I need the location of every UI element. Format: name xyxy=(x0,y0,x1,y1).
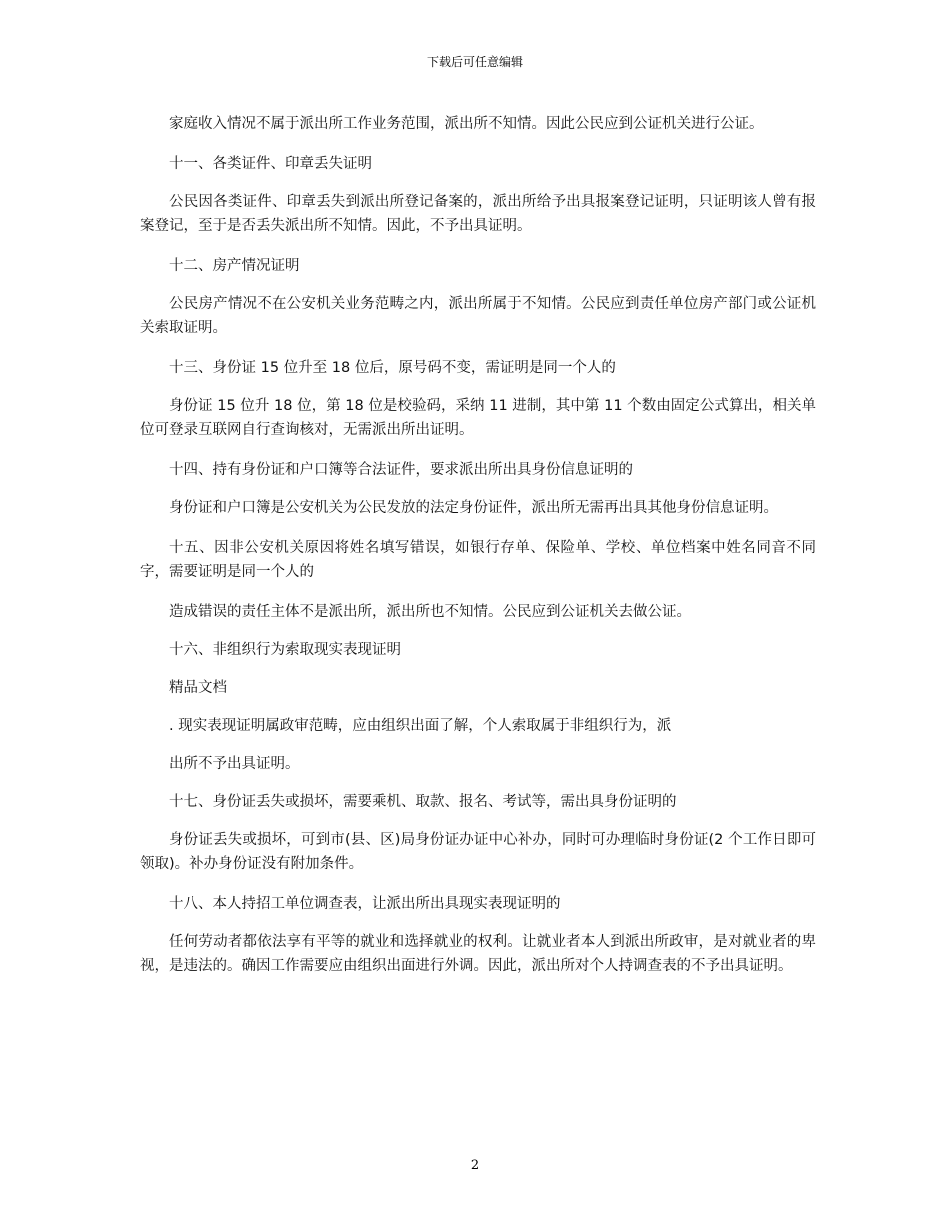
page-number: 2 xyxy=(470,1158,480,1173)
watermark-text: 精品文档 xyxy=(169,680,227,696)
document-body xyxy=(140,112,816,994)
section-heading-18: 十八、本人持招工单位调查表，让派出所出具现实表现证明的 xyxy=(169,896,561,912)
paragraph-performance-answer-part2: 出所不予出具证明。 xyxy=(169,756,300,772)
section-heading-17: 十七、身份证丢失或损坏，需要乘机、取款、报名、考试等，需出具身份证明的 xyxy=(169,794,677,810)
section-heading-13: 十三、身份证 15 位升至 18 位后，原号码不变，需证明是同一个人的 xyxy=(169,360,616,376)
section-heading-12: 十二、房产情况证明 xyxy=(169,258,300,274)
paragraph-id-upgrade-answer: 身份证 15 位升 18 位，第 18 位是校验码，采纳 11 进制，其中第 11 个数由固定公式算出，相关单位可登录互联网自行查询核对，无需派出所出证明。 xyxy=(140,398,816,438)
paragraph-lost-documents-answer: 公民因各类证件、印章丢失到派出所登记备案的，派出所给予出具报案登记证明，只证明该人曾有报案登记，至于是否丢失派出所不知情。因此，不予出具证明。 xyxy=(140,194,816,234)
paragraph-name-error-answer: 造成错误的责任主体不是派出所，派出所也不知情。公民应到公证机关去做公证。 xyxy=(169,604,691,620)
paragraph-identity-info-answer: 身份证和户口簿是公安机关为公民发放的法定身份证件，派出所无需再出具其他身份信息证明。 xyxy=(169,500,778,516)
section-heading-15: 十五、因非公安机关原因将姓名填写错误，如银行存单、保险单、学校、单位档案中姓名同音不同字，需要证明是同一个人的 xyxy=(140,540,816,580)
paragraph-employment-answer: 任何劳动者都依法享有平等的就业和选择就业的权利。让就业者本人到派出所政审，是对就业者的卑视，是违法的。确因工作需要应由组织出面进行外调。因此，派出所对个人持调查表的不予出具证明。 xyxy=(140,934,816,974)
page-header: 下载后可任意编辑 xyxy=(426,55,523,69)
paragraph-performance-answer-part1: . 现实表现证明属政审范畴，应由组织出面了解，个人索取属于非组织行为，派 xyxy=(169,718,672,734)
section-heading-14: 十四、持有身份证和户口簿等合法证件，要求派出所出具身份信息证明的 xyxy=(169,462,633,478)
paragraph-family-income-answer: 家庭收入情况不属于派出所工作业务范围，派出所不知情。因此公民应到公证机关进行公证。 xyxy=(169,116,764,132)
section-heading-16: 十六、非组织行为索取现实表现证明 xyxy=(169,642,401,658)
paragraph-property-answer: 公民房产情况不在公安机关业务范畴之内，派出所属于不知情。公民应到责任单位房产部门或公证机关索取证明。 xyxy=(140,296,816,336)
paragraph-lost-id-answer: 身份证丢失或损坏，可到市(县、区)局身份证办证中心补办，同时可办理临时身份证(2 个工作日即可领取)。补办身份证没有附加条件。 xyxy=(140,832,816,872)
section-heading-11: 十一、各类证件、印章丢失证明 xyxy=(169,156,372,172)
